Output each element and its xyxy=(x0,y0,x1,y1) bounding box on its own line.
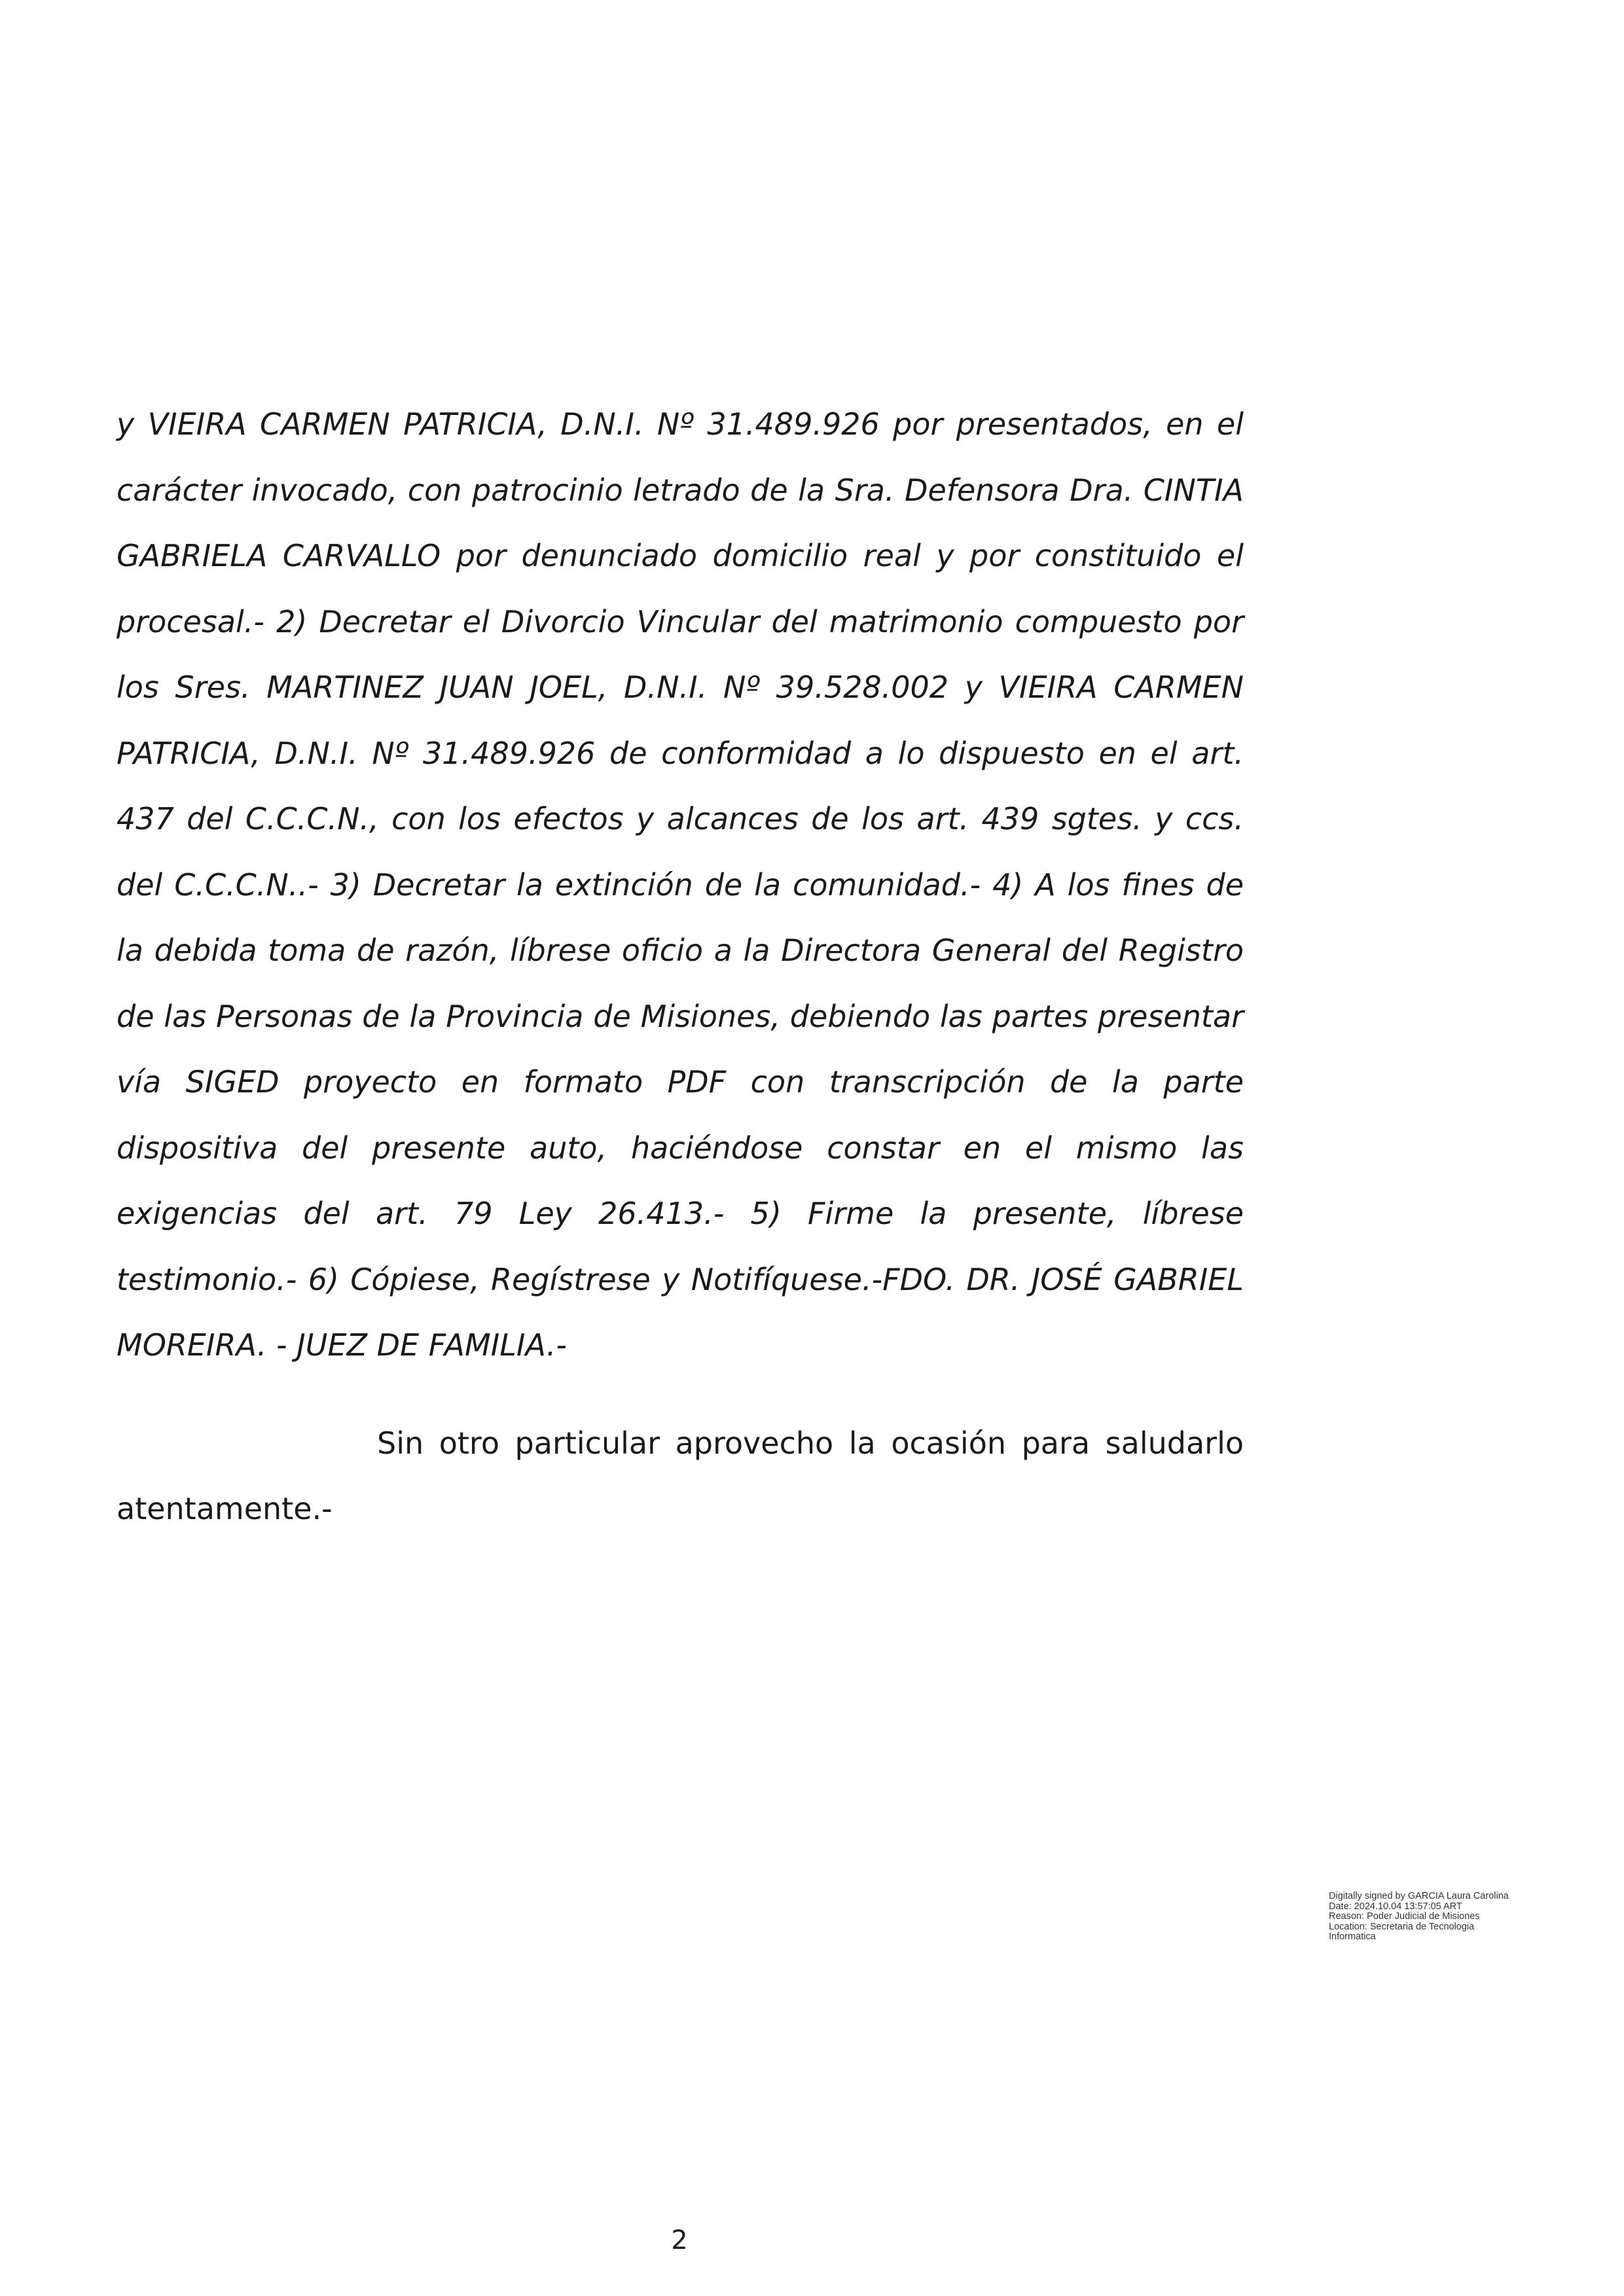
page-number: 2 xyxy=(671,2225,688,2255)
signature-date-line: Date: 2024.10.04 13:57:05 ART xyxy=(1329,1901,1462,1912)
closing-paragraph: Sin otro particular aprovecho la ocasión para saludarlo atentamente.- xyxy=(117,1426,1244,1526)
signature-location-continued-line: Informatica xyxy=(1329,1931,1376,1942)
signature-reason-line: Reason: Poder Judicial de Misiones xyxy=(1329,1911,1480,1922)
signature-location-line: Location: Secretaria de Tecnologia xyxy=(1329,1921,1475,1932)
resolution-body-paragraph: y VIEIRA CARMEN PATRICIA, D.N.I. Nº 31.489.926 por presentados, en el carácter invocado, con patrocinio letrado de la Sra. Defensora Dra. CINTIA GABRIELA CARVALLO por denunciado domicilio real y por constituido el procesal.- 2) Decretar el Divorcio Vincular del matrimonio compuesto por los Sres. MARTINEZ JUAN JOEL, D.N.I. Nº 39.528.002 y VIEIRA CARMEN PATRICIA, D.N.I. Nº 31.489.926 de conformidad a lo dispuesto en el art. 437 del C.C.C.N., con los efectos y alcances de los art. 439 sgtes. y ccs. del C.C.C.N..- 3) Decretar la extinción de la comunidad.- 4) A los fines de la debida toma de razón, líbrese oficio a la Directora General del Registro de las Personas de la Provincia de Misiones, debiendo las partes presentar vía SIGED proyecto en formato PDF con transcripción de la parte dispositiva del presente auto, haciéndose constar en el mismo las exigencias del art. 79 Ley 26.413.- 5) Firme la presente, líbrese testimonio.- 6) Cópiese, Regístrese y Notifíquese.-FDO. DR. JOSÉ GABRIEL MOREIRA. - JUEZ DE FAMILIA.- xyxy=(117,406,1244,1363)
digital-signature-block xyxy=(1329,1892,1564,1943)
signature-signer-line: Digitally signed by GARCIA Laura Carolina xyxy=(1329,1891,1509,1901)
